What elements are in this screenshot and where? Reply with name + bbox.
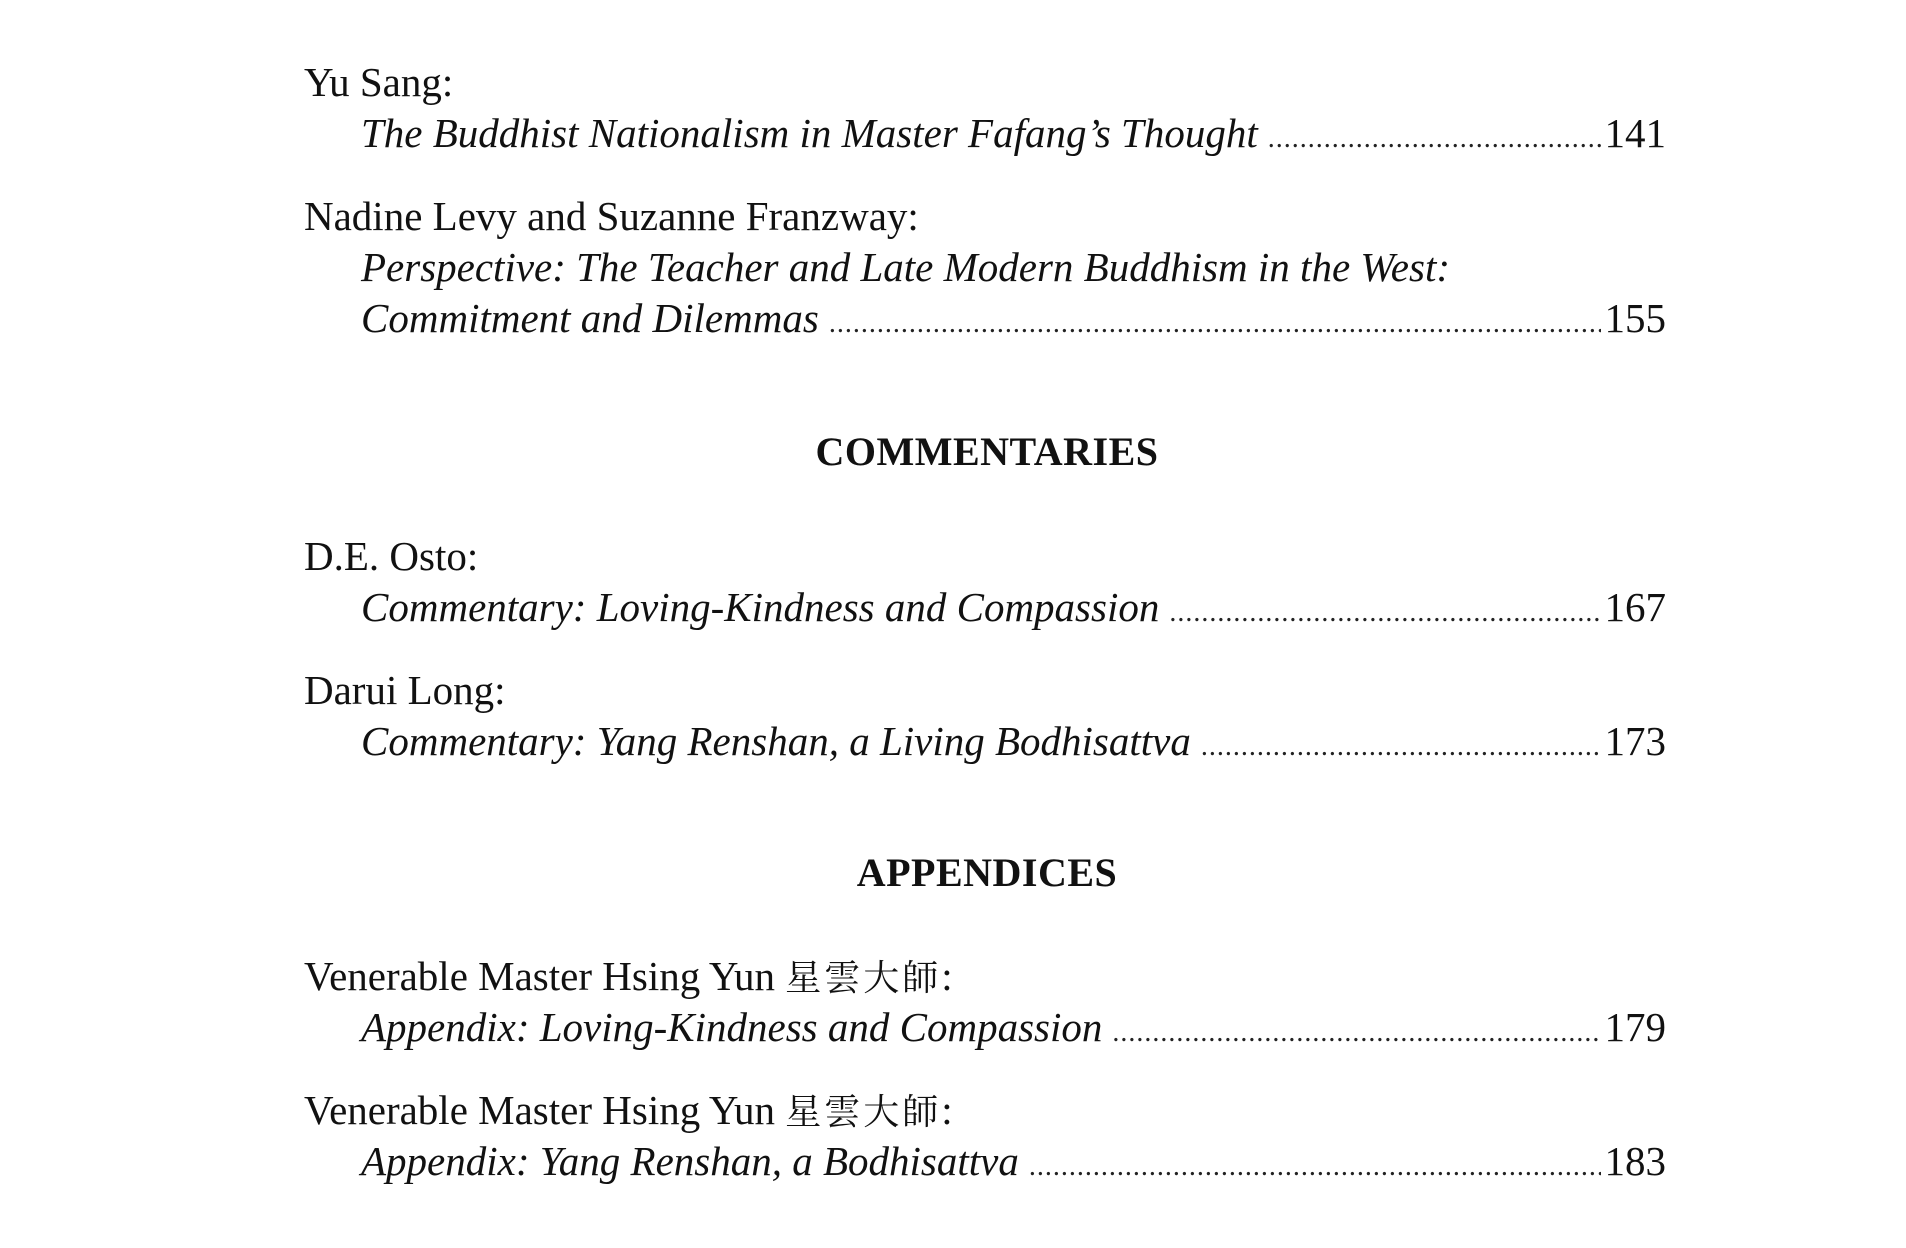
entry-title-line-1[interactable]: Perspective: The Teacher and Late Modern Buddhism in the West: <box>361 244 1450 290</box>
entry-title: Commitment and Dilemmas <box>361 295 819 341</box>
toc-entry-hsing-yun-2 <box>304 1084 1666 1187</box>
entry-author: Yu Sang: <box>304 59 454 105</box>
dot-leader <box>1112 1002 1600 1058</box>
entry-page-number: 167 <box>1604 584 1666 630</box>
toc-entry-yu-sang <box>304 56 1666 159</box>
section-heading-commentaries: COMMENTARIES <box>815 429 1159 474</box>
entry-title-line[interactable] <box>361 1136 1666 1187</box>
toc-entry-osto <box>304 530 1666 633</box>
entry-title-line[interactable] <box>361 716 1666 767</box>
entry-title: Appendix: Loving-Kindness and Compassion <box>361 1004 1103 1050</box>
entry-author: D.E. Osto: <box>304 533 479 579</box>
author-name: Venerable Master Hsing Yun <box>304 953 775 999</box>
entry-title-line[interactable] <box>361 1002 1666 1053</box>
entry-page-number: 173 <box>1604 718 1666 764</box>
author-cjk-name: 星雲大師 <box>785 1092 942 1133</box>
entry-title-line[interactable] <box>361 108 1666 159</box>
entry-author: Darui Long: <box>304 667 506 713</box>
entry-page-number: 183 <box>1604 1138 1666 1184</box>
dot-leader <box>1268 108 1601 164</box>
entry-author <box>304 1084 1666 1136</box>
author-suffix: : <box>941 1087 953 1133</box>
toc-entry-hsing-yun-1 <box>304 950 1666 1053</box>
author-suffix: : <box>941 953 953 999</box>
toc-entry-levy-franzway <box>304 190 1666 344</box>
entry-page-number: 179 <box>1604 1004 1666 1050</box>
section-heading-appendices: APPENDICES <box>856 850 1118 895</box>
author-name: Venerable Master Hsing Yun <box>304 1087 775 1133</box>
entry-title-line[interactable] <box>361 582 1666 633</box>
entry-title: Commentary: Yang Renshan, a Living Bodhisattva <box>361 718 1191 764</box>
entry-title: Appendix: Yang Renshan, a Bodhisattva <box>361 1138 1019 1184</box>
entry-title: Commentary: Loving-Kindness and Compassion <box>361 584 1160 630</box>
entry-author <box>304 950 1666 1002</box>
entry-title-line[interactable] <box>361 293 1666 344</box>
author-cjk-name: 星雲大師 <box>785 958 942 999</box>
dot-leader <box>1169 582 1600 638</box>
entry-page-number: 155 <box>1604 295 1666 341</box>
dot-leader <box>829 293 1601 349</box>
dot-leader <box>1029 1136 1601 1192</box>
entry-title: The Buddhist Nationalism in Master Fafang’s Thought <box>361 110 1258 156</box>
entry-page-number: 141 <box>1604 110 1666 156</box>
entry-author: Nadine Levy and Suzanne Franzway: <box>304 193 919 239</box>
dot-leader <box>1201 716 1601 772</box>
toc-entry-long <box>304 664 1666 767</box>
